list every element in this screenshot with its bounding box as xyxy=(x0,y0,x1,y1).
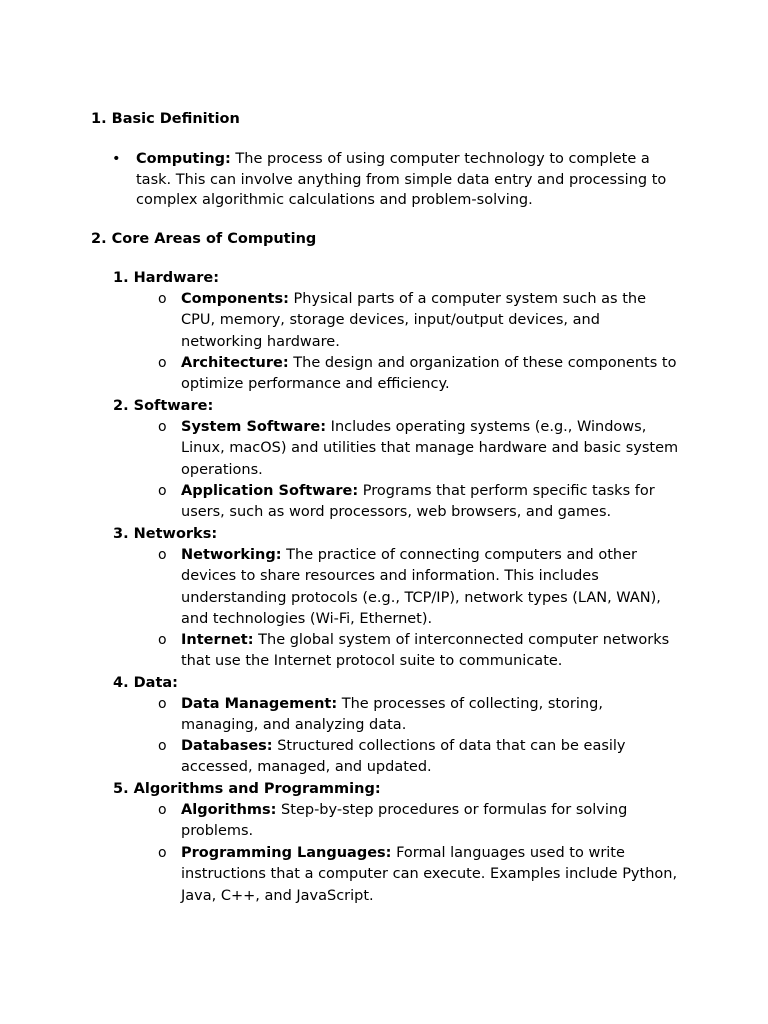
section-heading-basic-definition: 1. Basic Definition xyxy=(91,111,240,127)
list-item-description: The global system of interconnected computer networks that use the Internet protocol suite to communicate. xyxy=(181,632,670,670)
list-item-description: The practice of connecting computers and other devices to share resources and information. This includes understanding protocols (e.g., TCP/IP), network types (LAN, WAN), and technologies (Wi-Fi, Ethernet). xyxy=(181,547,661,628)
list-item-term: Architecture: xyxy=(181,355,289,371)
list-marker: o xyxy=(158,802,167,818)
list-item-term: Programming Languages: xyxy=(181,845,392,861)
list-item-term: Networking: xyxy=(181,547,282,563)
list-item-term: Components: xyxy=(181,291,289,307)
list-item-term: Data Management: xyxy=(181,696,338,712)
list-item-architecture xyxy=(158,353,683,396)
list-item-components xyxy=(158,289,683,353)
list-item-programming-languages xyxy=(158,843,683,907)
list-item-description: Programs that perform specific tasks for users, such as word processors, web browsers, and games. xyxy=(181,483,655,521)
subsection-title-hardware: 1. Hardware: xyxy=(113,270,220,286)
list-item-data-management xyxy=(158,694,683,737)
bullet-term: Computing: xyxy=(136,151,231,167)
list-item-text xyxy=(181,289,681,353)
list-marker: o xyxy=(158,291,167,307)
list-item-algorithms xyxy=(158,800,683,843)
bullet-marker: • xyxy=(112,151,121,167)
list-item-text xyxy=(181,694,681,737)
list-item-description: Step-by-step procedures or formulas for solving problems. xyxy=(181,802,628,840)
list-item-term: Internet: xyxy=(181,632,254,648)
bullet-item-computing xyxy=(112,149,682,211)
list-item-system-software xyxy=(158,417,683,481)
section-heading-core-areas: 2. Core Areas of Computing xyxy=(91,231,317,247)
list-item-text xyxy=(181,417,681,481)
list-item-description: Structured collections of data that can be easily accessed, managed, and updated. xyxy=(181,738,626,776)
list-item-description: The design and organization of these components to optimize performance and efficiency. xyxy=(181,355,677,393)
list-item-description: The processes of collecting, storing, managing, and analyzing data. xyxy=(181,696,603,734)
list-item-text xyxy=(181,736,681,779)
list-marker: o xyxy=(158,419,167,435)
list-item-description: Formal languages used to write instructions that a computer can execute. Examples include Python, Java, C++, and JavaScript. xyxy=(181,845,678,904)
list-marker: o xyxy=(158,845,167,861)
list-item-text xyxy=(181,481,681,524)
list-item-networking xyxy=(158,545,683,631)
list-item-term: Algorithms: xyxy=(181,802,277,818)
list-item-description: Includes operating systems (e.g., Windows, Linux, macOS) and utilities that manage hardware and basic system operations. xyxy=(181,419,679,478)
list-item-text xyxy=(181,630,681,673)
list-item-term: System Software: xyxy=(181,419,327,435)
subsection-title-data: 4. Data: xyxy=(113,675,178,691)
list-marker: o xyxy=(158,355,167,371)
list-item-text xyxy=(181,353,681,396)
list-item-application-software xyxy=(158,481,683,524)
list-item-description: Physical parts of a computer system such as the CPU, memory, storage devices, input/output devices, and networking hardware. xyxy=(181,291,647,350)
list-marker: o xyxy=(158,632,167,648)
list-marker: o xyxy=(158,547,167,563)
list-marker: o xyxy=(158,738,167,754)
list-item-term: Application Software: xyxy=(181,483,359,499)
list-marker: o xyxy=(158,483,167,499)
list-item-text xyxy=(181,800,681,843)
list-marker: o xyxy=(158,696,167,712)
subsection-title-software: 2. Software: xyxy=(113,398,214,414)
list-item-term: Databases: xyxy=(181,738,273,754)
list-item-text xyxy=(181,545,681,631)
subsection-title-algorithms-programming: 5. Algorithms and Programming: xyxy=(113,781,381,797)
list-item-internet xyxy=(158,630,683,673)
list-item-databases xyxy=(158,736,683,779)
bullet-description: The process of using computer technology to complete a task. This can involve anything from simple data entry and processing to complex algorithmic calculations and problem-solving. xyxy=(136,151,667,208)
bullet-text xyxy=(136,149,676,211)
subsection-title-networks: 3. Networks: xyxy=(113,526,218,542)
list-item-text xyxy=(181,843,681,907)
